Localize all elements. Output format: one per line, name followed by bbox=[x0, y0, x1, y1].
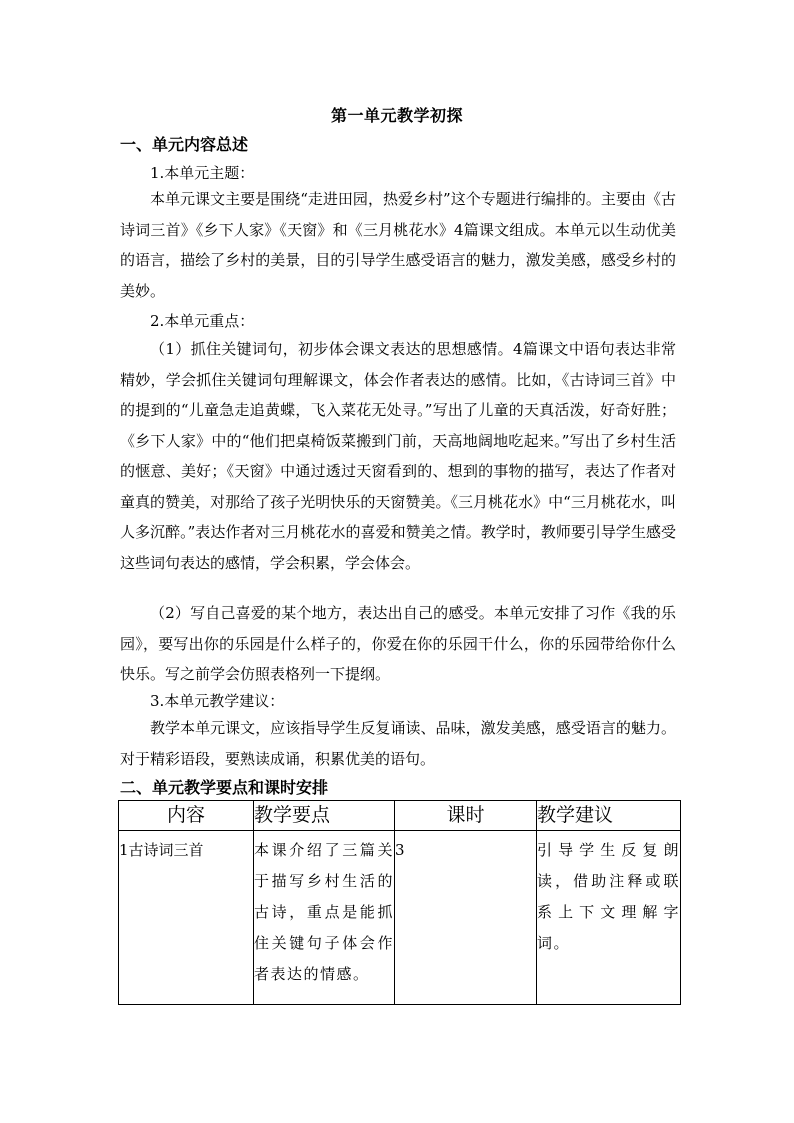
advice-label: 3.本单元教学建议： bbox=[150, 692, 285, 710]
advice-paragraph: 教学本单元课文，应该指导学生反复诵读、品味，激发美感，感受语言的魅力。对于精彩语段，要熟读成诵，积累优美的语句。 bbox=[120, 719, 676, 768]
cell-content: 1古诗词三首 bbox=[119, 831, 254, 1005]
cell-key-points: 本课介绍了三篇关于描写乡村生活的古诗，重点是能抓住关键句子体会作者表达的情感。 bbox=[254, 831, 395, 1005]
lesson-plan-table bbox=[118, 800, 681, 1005]
cell-suggestions: 引导学生反复朗读，借助注释或联系上下文理解字词。 bbox=[537, 831, 681, 1005]
cell-periods: 3 bbox=[395, 831, 537, 1005]
table-row bbox=[119, 831, 681, 1005]
focus-paragraph-1: （1）抓住关键词句，初步体会课文表达的思想感情。4篇课文中语句表达非常精妙，学会抓住关键词句理解课文，体会作者表达的感情。比如，《古诗词三首》中的提到的“儿童急走追黄蝶，飞入菜花无处寻。”写出了儿童的天真活泼，好奇好胜；《乡下人家》中的“他们把桌椅饭菜搬到门前，天高地阔地吃起来。”写出了乡村生活的惬意、美好；《天窗》中通过透过天窗看到的、想到的事物的描写，表达了作者对童真的赞美，对那给了孩子光明快乐的天窗赞美。《三月桃花水》中“三月桃花水，叫人多沉醉。”表达作者对三月桃花水的喜爱和赞美之情。教学时，教师要引导学生感受这些词句表达的感情，学会积累，学会体会。 bbox=[120, 340, 676, 572]
header-periods: 课时 bbox=[395, 801, 537, 831]
theme-label: 1.本单元主题： bbox=[150, 164, 255, 182]
section-heading-plan: 二、单元教学要点和课时安排 bbox=[120, 778, 329, 797]
focus-label: 2.本单元重点： bbox=[150, 312, 255, 330]
theme-paragraph: 本单元课文主要是围绕“走进田园，热爱乡村”这个专题进行编排的。主要由《古诗词三首》《乡下人家》《天窗》和《三月桃花水》4篇课文组成。本单元以生动优美的语言，描绘了乡村的美景，目的引导学生感受语言的魅力，激发美感，感受乡村的美妙。 bbox=[120, 190, 676, 300]
section-heading-overview: 一、单元内容总述 bbox=[120, 135, 249, 154]
header-suggestions: 教学建议 bbox=[537, 801, 681, 831]
document-title: 第一单元教学初探 bbox=[330, 106, 463, 125]
header-key-points: 教学要点 bbox=[254, 801, 395, 831]
header-content: 内容 bbox=[119, 801, 254, 831]
focus-paragraph-2: （2）写自己喜爱的某个地方，表达出自己的感受。本单元安排了习作《我的乐园》，要写出你的乐园是什么样子的，你爱在你的乐园干什么，你的乐园带给你什么快乐。写之前学会仿照表格列一下提纲。 bbox=[120, 604, 676, 683]
table-header-row bbox=[119, 801, 681, 831]
